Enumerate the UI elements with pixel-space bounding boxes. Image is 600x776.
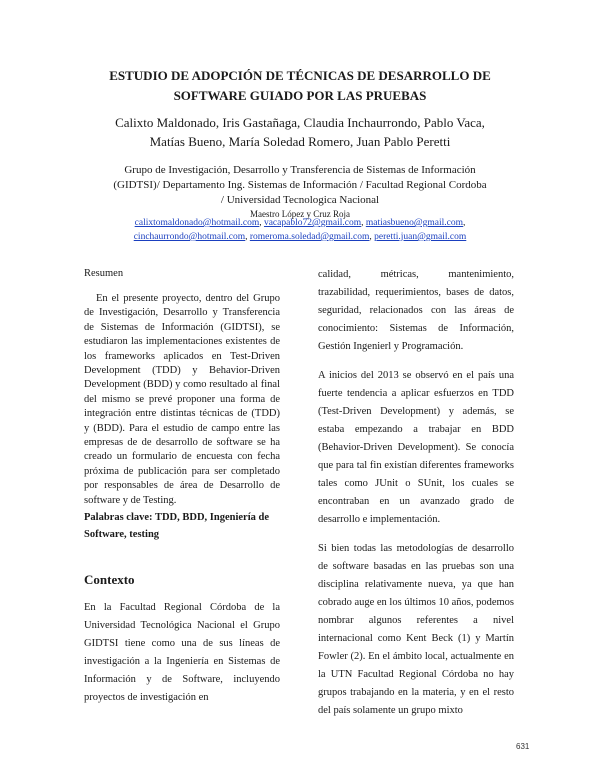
left-column (84, 266, 280, 707)
email-link[interactable]: vacapablo72@gmail.com (263, 218, 362, 228)
body-paragraph: calidad, métricas, mantenimiento, trazabilidad, requerimientos, bases de datos, seguridad, relacionados con las áreas de conocimiento: Sistemas de Información, Gestión Ingenierl y Programación. (318, 269, 514, 352)
email-link[interactable]: romeroma.soledad@gmail.com (249, 232, 370, 242)
author-list: Calixto Maldonado, Iris Gastañaga, Claudia Inchaurrondo, Pablo Vaca, Matías Bueno, María Soledad Romero, Juan Pablo Peretti (115, 115, 485, 149)
affiliation: Grupo de Investigación, Desarrollo y Transferencia de Sistemas de Información (GIDTSI)/ Departamento Ing. Sistemas de Información / Facultad Regional Cordoba / Universidad Tecnologica Nacional (113, 164, 487, 206)
contexto-paragraph: En la Facultad Regional Córdoba de la Universidad Tecnológica Nacional el Grupo GIDTSI tiene como una de sus líneas de investigación a la Ingeniería en Sistemas de Información y de Software, incluyendo proyectos de investigación en (84, 602, 280, 704)
affiliation-block (112, 163, 488, 221)
body-paragraph: A inicios del 2013 se observó en el país una fuerte tendencia a aplicar esfuerzos en TDD (Test-Driven Development) y además, se estaba empezando a trabajar en BDD (Behavior-Driven Development). Se conocía que para tal fin existían diferentes frameworks tales como JUnit o SUnit, los cuales se encontraban en un avanzado grado de desarrollo e implementación. (318, 370, 514, 525)
paper-title: ESTUDIO DE ADOPCIÓN DE TÉCNICAS DE DESARROLLO DE SOFTWARE GUIADO POR LAS PRUEBAS (109, 68, 491, 103)
abstract-text: En el presente proyecto, dentro del Grupo de Investigación, Desarrollo y Transferencia de Sistemas de Información (GIDTSI), se estudiaron las implementaciones existentes de los frameworks aplicados en Test-Driven Development (TDD) y Behavior-Driven Development (BDD) y como resultado al final del mismo se prevé proponer una forma de integración entre distintas técnicas de (TDD) y (BDD). Para el estudio de campo entre las empresas de de desarrollo de software se ha creado un formulario de encuesta con fecha próxima de publicación para ser completado por responsables de área de Desarrollo de software y de Testing. (84, 293, 280, 506)
right-column (318, 266, 514, 731)
email-link[interactable]: calixtomaldonado@hotmail.com (134, 218, 260, 228)
keywords: Palabras clave: TDD, BDD, Ingeniería de Software, testing (84, 512, 270, 541)
contexto-heading: Contexto (84, 572, 135, 588)
page-number: 631 (516, 742, 530, 751)
email-link[interactable]: cinchaurrondo@hotmail.com (133, 232, 246, 242)
body-paragraph: Si bien todas las metodologías de desarrollo de software basadas en las pruebas son una disciplina relativamente nueva, ya que han cobrado auge en los últimos 10 años, podemos nombrar algunos referentes a nivel internacional como Kent Beck (1) y Martín Fowler (2). En el ámbito local, actualmente en la UTN Facultad Regional Córdoba no hay grupos trabajando en la materia, y en el resto del país solamente un grupo mixto (318, 543, 514, 716)
resumen-heading: Resumen (84, 268, 124, 279)
address: Maestro López y Cruz Roja (250, 209, 350, 219)
email-link[interactable]: peretti.juan@gmail.com (374, 232, 467, 242)
email-list: calixtomaldonado@hotmail.com, vacapablo72@gmail.com, matiasbueno@gmail.com, cinchaurrondo@hotmail.com, romeroma.soledad@gmail.com, peretti.juan@gmail.com (133, 218, 467, 242)
email-link[interactable]: matiasbueno@gmail.com (365, 218, 463, 228)
